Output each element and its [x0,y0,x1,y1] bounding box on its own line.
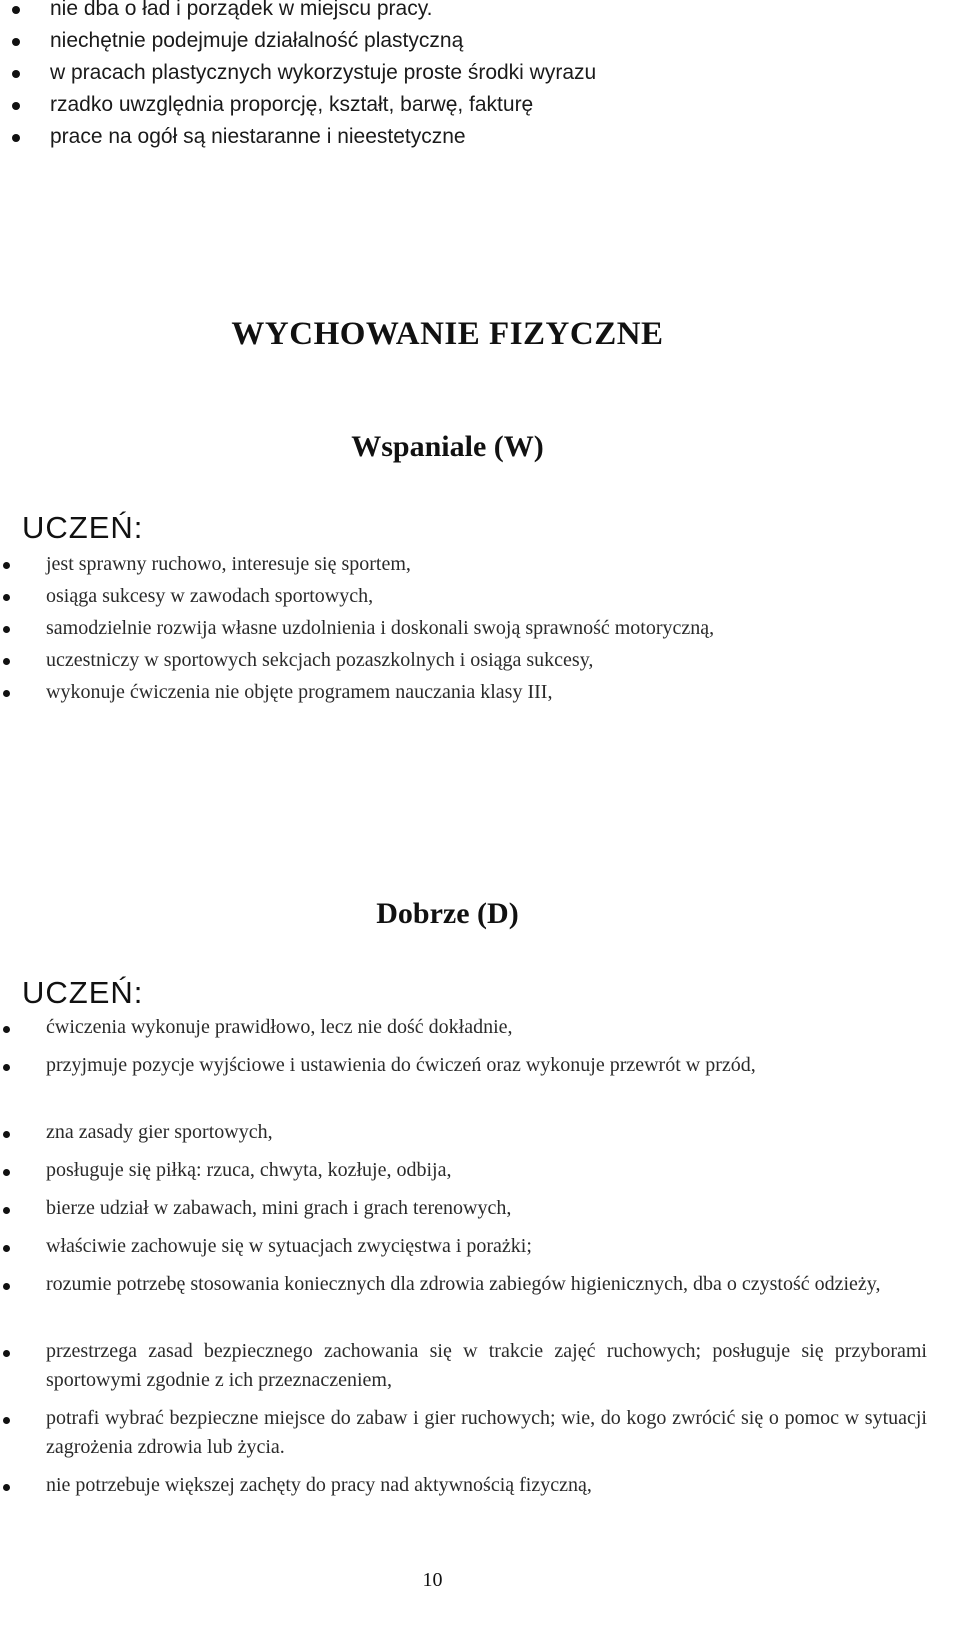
list-item: w pracach plastycznych wykorzystuje proste środki wyrazu [0,57,930,89]
art-criteria-list [0,0,930,153]
list-item: przyjmuje pozycje wyjściowe i ustawienia do ćwiczeń oraz wykonuje przewrót w przód, [0,1051,927,1109]
bullet-icon [3,1350,10,1357]
grade-title-wspaniale: Wspaniale (W) [351,430,544,463]
list-item: właściwie zachowuje się w sytuacjach zwycięstwa i porażki; [0,1232,927,1261]
bullet-icon [3,1484,10,1491]
bullet-icon [3,1169,10,1176]
list-item: bierze udział w zabawach, mini grach i grach terenowych, [0,1194,927,1223]
list-item: prace na ogół są niestaranne i nieestetyczne [0,121,930,153]
bullet-icon [3,690,10,697]
bullet-icon [3,1245,10,1252]
bullet-icon [3,1064,10,1071]
bullet-icon [3,594,10,601]
list-item: ćwiczenia wykonuje prawidłowo, lecz nie dość dokładnie, [0,1013,927,1042]
list-item: uczestniczy w sportowych sekcjach pozaszkolnych i osiąga sukcesy, [0,646,927,678]
bullet-icon [3,658,10,665]
grade-title-dobrze: Dobrze (D) [376,897,519,930]
list-item: jest sprawny ruchowo, interesuje się sportem, [0,550,927,582]
student-label: UCZEŃ: [22,510,144,545]
bullet-icon [3,1131,10,1138]
bullet-icon [3,1283,10,1290]
bullet-icon [3,562,10,569]
list-item: zna zasady gier sportowych, [0,1118,927,1147]
bullet-icon [12,6,20,14]
student-label: UCZEŃ: [22,975,144,1010]
page-number: 10 [422,1569,443,1591]
bullet-icon [12,38,20,46]
list-item: posługuje się piłką: rzuca, chwyta, kozłuje, odbija, [0,1156,927,1185]
list-item: nie potrzebuje większej zachęty do pracy nad aktywnością fizyczną, [0,1471,927,1500]
section-heading: WYCHOWANIE FIZYCZNE [231,316,664,352]
list-item: potrafi wybrać bezpieczne miejsce do zabaw i gier ruchowych; wie, do kogo zwrócić się o pomoc w sytuacji zagrożenia zdrowia lub życia. [0,1404,927,1462]
bullet-icon [12,134,20,142]
criteria-list-dobrze [0,1013,927,1509]
bullet-icon [12,102,20,110]
bullet-icon [3,626,10,633]
list-item: przestrzega zasad bezpiecznego zachowania się w trakcie zajęć ruchowych; posługuje się przyborami sportowymi zgodnie z ich przeznaczeniem, [0,1337,927,1395]
bullet-icon [3,1417,10,1424]
criteria-list-wspaniale [0,550,927,710]
list-item: nie dba o ład i porządek w miejscu pracy. [0,0,930,25]
bullet-icon [3,1026,10,1033]
list-item: rozumie potrzebę stosowania koniecznych dla zdrowia zabiegów higienicznych, dba o czystość odzieży, [0,1270,927,1328]
list-item: osiąga sukcesy w zawodach sportowych, [0,582,927,614]
list-item: niechętnie podejmuje działalność plastyczną [0,25,930,57]
list-item: rzadko uwzględnia proporcję, kształt, barwę, fakturę [0,89,930,121]
list-item: wykonuje ćwiczenia nie objęte programem nauczania klasy III, [0,678,927,710]
bullet-icon [12,70,20,78]
bullet-icon [3,1207,10,1214]
list-item: samodzielnie rozwija własne uzdolnienia i doskonali swoją sprawność motoryczną, [0,614,927,646]
